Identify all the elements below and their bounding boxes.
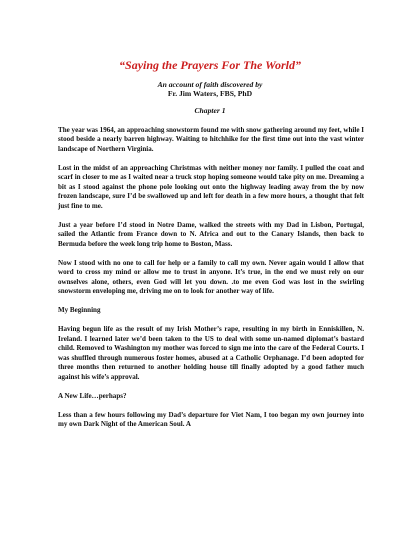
paragraph: Now I stood with no one to call for help or a family to call my own. Never again would I allow that word to cross my mind or allow me to trust in anyone. It’s true, in the end we must rely on our ownselves alone, others, even God will let you down. .to me even God was lost in the swirling snowstorm enveloping me, driving me on to look for another way of life. — [58, 258, 364, 296]
paragraph: Less than a few hours following my Dad’s departure for Viet Nam, I too began my own journey into my own Dark Night of the American Soul. A — [58, 410, 364, 429]
paragraph: The year was 1964, an approaching snowstorm found me with snow gathering around my feet, while I stood beside a nearly barren highway. Waiting to hitchhike for the first time out into the vast winter landscape of Northern Virginia. — [58, 126, 364, 153]
document-author: Fr. Jim Waters, FBS, PhD — [167, 89, 253, 98]
paragraph: Lost in the midst of an approaching Christmas with neither money nor family. I pulled the coat and scarf in closer to me as I waited near a truck stop hoping someone would take pity on me. Dreaming a bit as I stood against the phone pole looking out onto the highway leading away from the by now frozen landscape, sure I’d be swallowed up and left for death in a few more hours, a thought that felt just fine to me. — [58, 164, 364, 210]
paragraph: Having begun life as the result of my Irish Mother’s rape, resulting in my birth in Enniskillen, N. Ireland. I learned later we’d been taken to the US to deal with some un-named diplomat’s bastard child. Removed to Washington my mother was forced to sign me into the care of the Federal Courts. I was shuffled through numerous foster homes, abused at a Catholic Orphanage. I’d been adopted for three months then returned to another holding house till finally adopted by a good father much against his wife’s approval. — [58, 325, 364, 381]
paragraph: Just a year before I’d stood in Notre Dame, walked the streets with my Dad in Lisbon, Portugal, sailed the Atlantic from France down to N. Africa and out to the Canary Islands, then back to Bermuda before the week long trip home to Boston, Mass. — [58, 220, 364, 248]
document-body — [58, 126, 364, 440]
section-heading: My Beginning — [58, 306, 101, 315]
document-title: “Saying the Prayers For The World” — [119, 58, 301, 72]
chapter-heading: Chapter 1 — [194, 106, 226, 115]
section-heading: A New Life…perhaps? — [58, 391, 127, 400]
document-subtitle: An account of faith discovered by — [157, 80, 263, 89]
